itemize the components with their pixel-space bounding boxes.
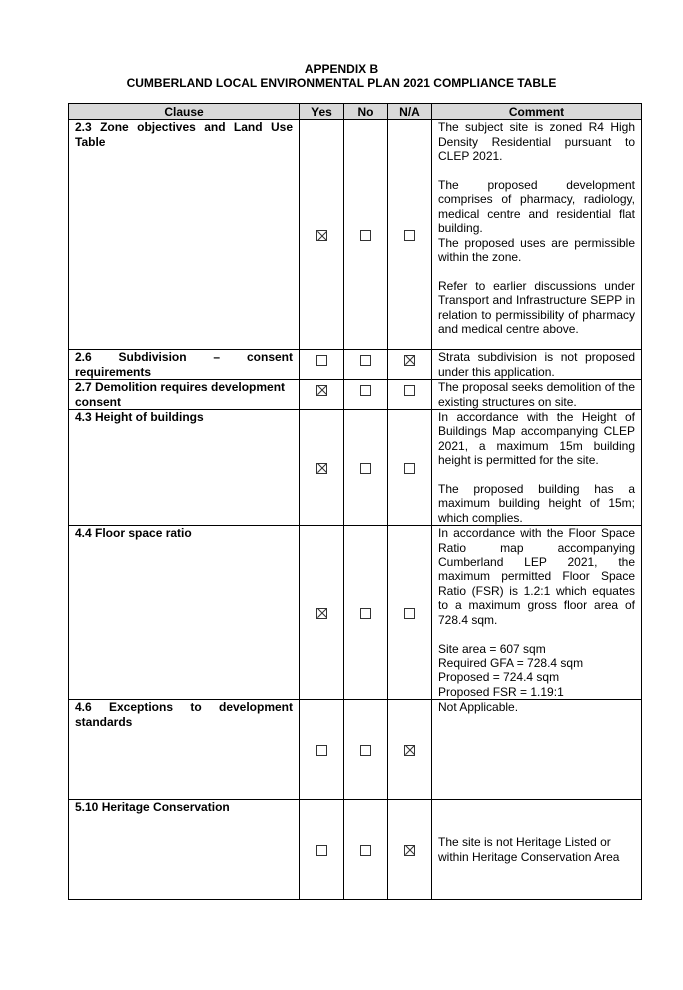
comment-text: Proposed FSR = 1.19:1 [438,684,564,699]
na-cell [388,350,432,380]
column-header-na: N/A [388,104,432,120]
table-row [69,526,642,700]
yes-cell [300,380,344,410]
no-cell [344,526,388,700]
appendix-title: APPENDIX B [304,62,379,76]
yes-checkbox[interactable] [316,385,327,396]
comment-text: Required GFA = 728.4 sqm [438,655,584,670]
comment-text: The subject site is zoned R4 High Density Residential pursuant to CLEP 2021. [438,120,635,164]
yes-cell [300,526,344,700]
table-row [69,350,642,380]
comment-text: The proposed building has a maximum building height of 15m; which complies. [438,482,635,525]
yes-cell [300,410,344,526]
comment-cell [432,380,642,410]
column-header-yes: Yes [300,104,344,120]
comment-cell [432,410,642,526]
clause-cell: 4.6 Exceptions to development standards [69,700,300,800]
comment-text: The proposed development comprises of pharmacy, radiology, medical centre and residential flat building. [438,178,635,236]
comment-text: The proposal seeks demolition of the existing structures on site. [438,380,635,409]
na-cell [388,120,432,350]
table-row [69,380,642,410]
yes-cell [300,800,344,900]
no-cell [344,700,388,800]
na-checkbox[interactable] [404,230,415,241]
na-checkbox[interactable] [404,355,415,366]
yes-cell [300,350,344,380]
no-checkbox[interactable] [360,608,371,619]
table-title: CUMBERLAND LOCAL ENVIRONMENTAL PLAN 2021 COMPLIANCE TABLE [126,76,557,90]
yes-checkbox[interactable] [316,608,327,619]
comment-text: Refer to earlier discussions under Transport and Infrastructure SEPP in relation to permissibility of pharmacy and medical centre above. [438,278,635,337]
na-cell [388,380,432,410]
yes-checkbox[interactable] [316,845,327,856]
no-checkbox[interactable] [360,355,371,366]
no-cell [344,380,388,410]
yes-checkbox[interactable] [316,355,327,366]
clause-cell: 2.7 Demolition requires development consent [69,380,300,410]
na-cell [388,410,432,526]
column-header-no: No [344,104,388,120]
clause-cell: 5.10 Heritage Conservation [69,800,300,900]
table-row [69,700,642,800]
yes-checkbox[interactable] [316,745,327,756]
yes-checkbox[interactable] [316,230,327,241]
na-cell [388,526,432,700]
comment-text: Proposed = 724.4 sqm [438,670,560,685]
no-cell [344,350,388,380]
no-cell [344,410,388,526]
column-header-clause: Clause [69,104,300,120]
clause-cell: 2.3 Zone objectives and Land Use Table [69,120,300,350]
compliance-table [68,103,642,900]
comment-text: Not Applicable. [438,700,519,715]
comment-cell [432,350,642,380]
na-checkbox[interactable] [404,745,415,756]
comment-text: The site is not Heritage Listed or within Heritage Conservation Area [438,835,620,864]
table-row [69,120,642,350]
no-checkbox[interactable] [360,745,371,756]
clause-cell: 4.4 Floor space ratio [69,526,300,700]
comment-cell [432,120,642,350]
yes-cell [300,120,344,350]
table-row [69,800,642,900]
comment-text: Site area = 607 sqm [438,641,546,656]
column-header-comment: Comment [432,104,642,120]
na-checkbox[interactable] [404,385,415,396]
comment-cell [432,526,642,700]
no-cell [344,120,388,350]
comment-text: In accordance with the Height of Buildings Map accompanying CLEP 2021, a maximum 15m building height is permitted for the site. [438,410,635,468]
na-cell [388,700,432,800]
na-checkbox[interactable] [404,608,415,619]
comment-text: In accordance with the Floor Space Ratio map accompanying Cumberland LEP 2021, the maximum permitted Floor Space Ratio (FSR) is 1.2:1 which equates to a maximum gross floor area of 728.4 sqm. [438,526,635,627]
na-cell [388,800,432,900]
clause-cell: 4.3 Height of buildings [69,410,300,526]
no-checkbox[interactable] [360,230,371,241]
no-checkbox[interactable] [360,385,371,396]
comment-cell [432,700,642,800]
yes-checkbox[interactable] [316,463,327,474]
na-checkbox[interactable] [404,845,415,856]
comment-text: The proposed uses are permissible within the zone. [438,235,635,265]
comment-cell [432,800,642,900]
yes-cell [300,700,344,800]
comment-text: Strata subdivision is not proposed under this application. [438,350,635,379]
table-row [69,410,642,526]
table-header-row [69,104,642,120]
clause-cell: 2.6 Subdivision – consent requirements [69,350,300,380]
na-checkbox[interactable] [404,463,415,474]
no-checkbox[interactable] [360,463,371,474]
no-cell [344,800,388,900]
no-checkbox[interactable] [360,845,371,856]
